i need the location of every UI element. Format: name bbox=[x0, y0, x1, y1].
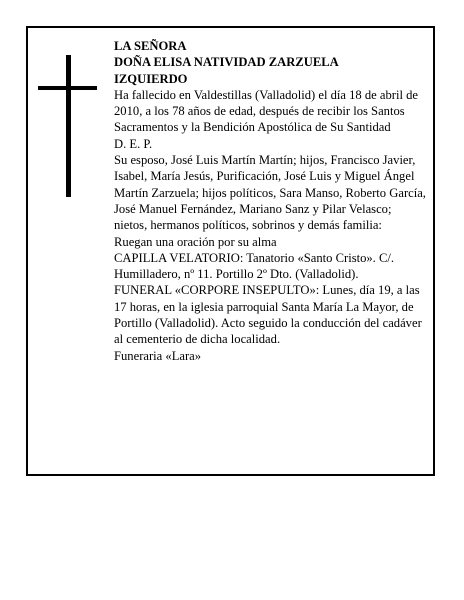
deceased-name-line-1: DOÑA ELISA NATIVIDAD ZARZUELA bbox=[114, 55, 339, 70]
notice-title: LA SEÑORA bbox=[114, 39, 187, 53]
cross-vertical-bar bbox=[66, 55, 71, 197]
funeral-home: Funeraria «Lara» bbox=[114, 348, 202, 363]
funeral-info: FUNERAL «CORPORE INSEPULTO»: Lunes, día 19, a las 17 horas, en la iglesia parroquial Santa María La Mayor, de Portillo (Valladolid). Acto seguido la conducción del cadáver al cementerio de dicha localidad. bbox=[114, 283, 422, 347]
family-list: Su esposo, José Luis Martín Martín; hijos, Francisco Javier, Isabel, María Jesús, Purificación, José Luis y Miguel Ángel Martín Zarzuela; hijos políticos, Sara Manso, Roberto García, José Manuel Fernández, Mariano Sanz y Pilar Velasco; nietos, hermanos políticos, sobrinos y demás familia: bbox=[114, 153, 426, 233]
prayer-request: Ruegan una oración por su alma bbox=[114, 234, 277, 249]
deceased-name-line-2: IZQUIERDO bbox=[114, 71, 188, 86]
death-statement: Ha fallecido en Valdestillas (Valladolid) el día 18 de abril de 2010, a los 78 años de edad, después de recibir los Santos Sacramentos y la Bendición Apostólica de Su Santidad bbox=[114, 87, 419, 135]
chapel-info: CAPILLA VELATORIO: Tanatorio «Santo Cristo». C/. Humilladero, nº 11. Portillo 2º Dto. (Valladolid). bbox=[114, 250, 395, 282]
obituary-text bbox=[114, 38, 426, 364]
cross-horizontal-bar bbox=[38, 86, 97, 90]
rip-line: D. E. P. bbox=[114, 136, 153, 151]
